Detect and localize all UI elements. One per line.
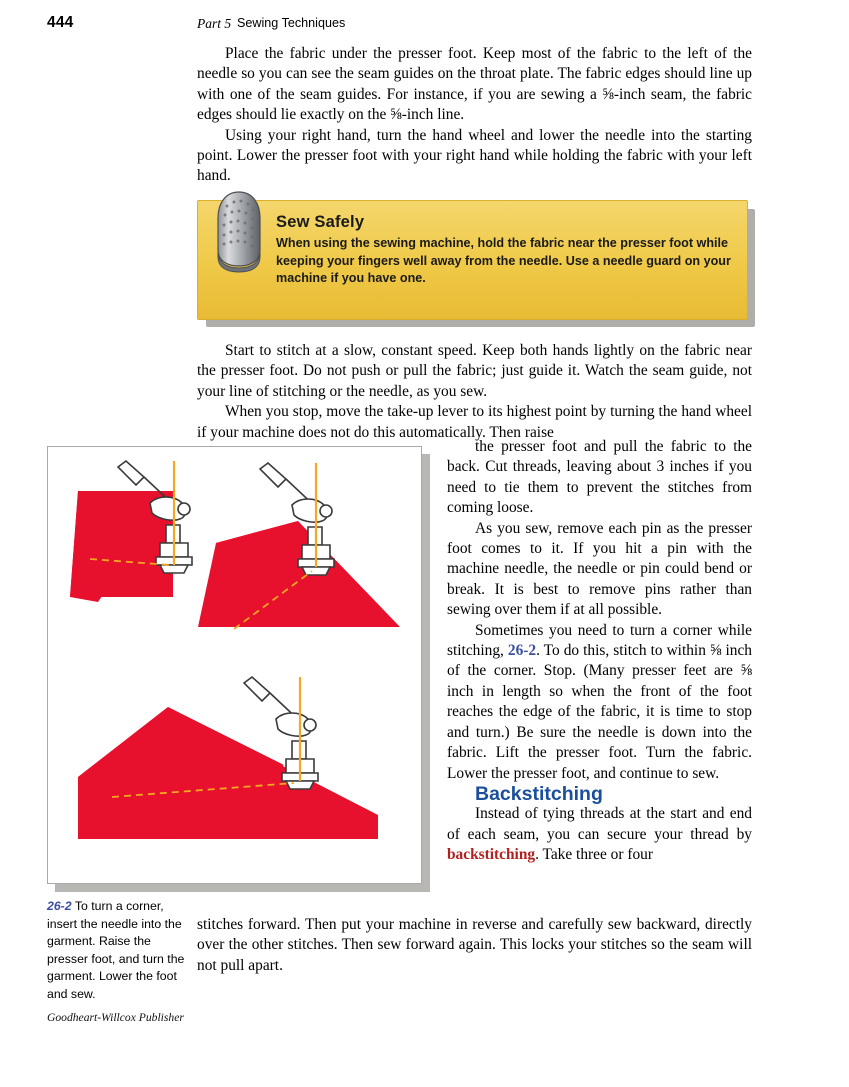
running-head	[0, 14, 849, 40]
figure-image	[47, 446, 422, 884]
sew-safely-callout	[197, 200, 755, 330]
figure-26-2	[47, 446, 430, 892]
figure-caption-text: To turn a corner, insert the needle into the garment. Raise the presser foot, and turn the garment. Lower the foot and sew.	[47, 899, 185, 1001]
paragraph-4: When you stop, move the take-up lever to its highest point by turning the hand wheel if your machine does not do this automatically. Then raise	[197, 403, 752, 441]
figure-credit: Goodheart-Willcox Publisher	[47, 1011, 184, 1024]
paragraph-3: Start to stitch at a slow, constant speed. Keep both hands lightly on the fabric near the presser foot. Do not push or pull the fabric; just guide it. Watch the seam guide, not your line of stitching or the needle, as you sew.	[197, 342, 752, 400]
paragraph-8-part-b: . Take three or four	[535, 846, 653, 864]
paragraph-2: Using your right hand, turn the hand wheel and lower the needle into the starting point. Lower the presser foot with your right hand while holding the fabric with your left hand.	[197, 126, 752, 185]
thimble-icon	[209, 186, 269, 278]
paragraph-9: stitches forward. Then put your machine in reverse and carefully sew backward, directly over the other stitches. Then sew forward again. This locks your stitches so the seam will not pull apart.	[197, 916, 752, 974]
paragraph-7	[447, 621, 752, 784]
paragraph-6: As you sew, remove each pin as the presser foot comes to it. If you hit a pin with the machine needle, the needle or pin could bend or break. It is best to remove pins rather than sewing over them if at all possible.	[447, 519, 752, 619]
callout-title: Sew Safely	[276, 213, 365, 231]
paragraph-8-part-a: Instead of tying threads at the start and end of each seam, you can secure your thread by	[447, 805, 752, 843]
paragraph-1: Place the fabric under the presser foot. Keep most of the fabric to the left of the needle so you can see the seam guides on the throat plate. The fabric edges should line up with one of the seam guides. For instance, if you are sewing a ⅝-inch seam, the fabric edges should lie exactly on the ⅝-inch line.	[197, 45, 752, 124]
paragraph-5: the presser foot and pull the fabric to the back. Cut threads, leaving about 3 inches if you need to tie them to prevent the stitches from coming loose.	[447, 438, 752, 517]
sewing-corner-illustration	[48, 447, 421, 883]
section-heading-backstitching: Backstitching	[475, 782, 603, 805]
body-text-right-column	[447, 437, 752, 866]
callout-text: When using the sewing machine, hold the fabric near the presser foot while keeping your fingers well away from the needle. Use a needle guard on your machine if you have one.	[276, 236, 731, 285]
body-text-bottom	[197, 915, 752, 976]
paragraph-7-part-a: Sometimes you need to turn a corner while stitching,	[447, 621, 752, 660]
running-head-title: Sewing Techniques	[237, 16, 346, 30]
running-head-part: Part 5	[197, 16, 232, 31]
figure-reference: 26-2	[507, 642, 537, 660]
figure-caption	[47, 898, 190, 1004]
key-term-backstitching: backstitching	[447, 846, 536, 864]
page-number: 444	[47, 14, 74, 31]
callout-body	[197, 200, 748, 320]
paragraph-8	[447, 804, 752, 865]
figure-number: 26-2	[47, 899, 72, 913]
body-text-top	[197, 44, 752, 187]
paragraph-7-part-b: . To do this, stitch to within ⅝ inch of the corner. Stop. (Many presser feet are ⅝ inch in length so when the front of the foot reaches the edge of the fabric, it is time to stop and turn.) Be sure the needle is down into the fabric. Lift the presser foot. Turn the fabric. Lower the presser foot, and continue to sew.	[447, 642, 752, 782]
body-text-mid	[197, 341, 752, 443]
